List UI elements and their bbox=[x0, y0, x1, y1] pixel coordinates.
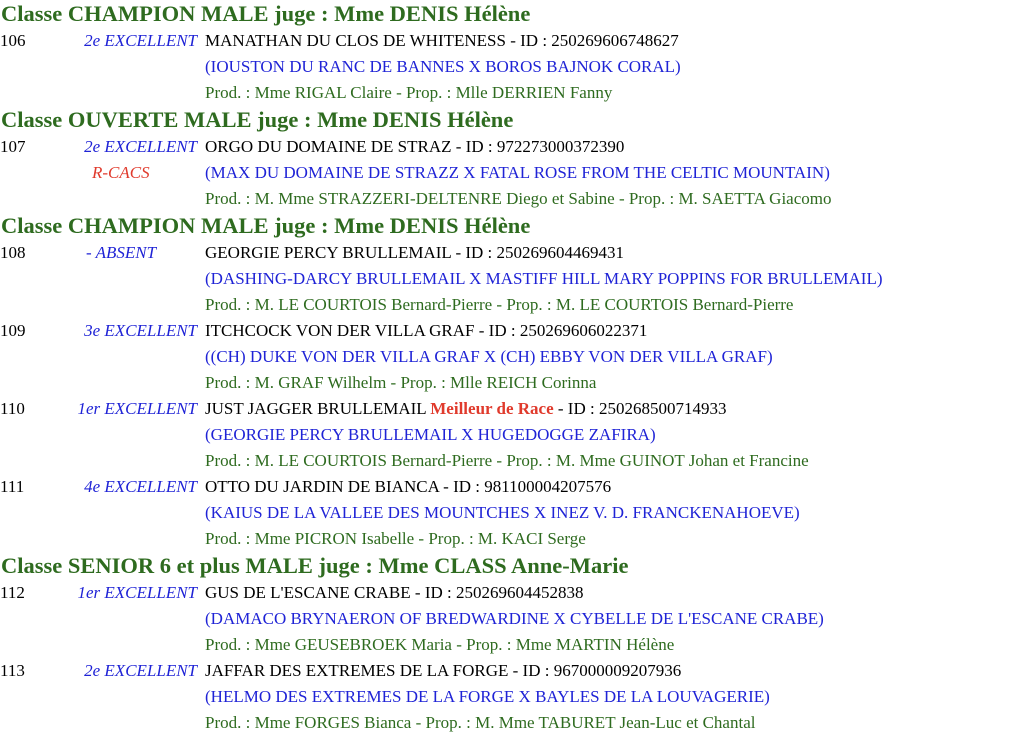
dog-line bbox=[205, 396, 726, 422]
dog-id: - ID : 250269606022371 bbox=[474, 321, 648, 340]
entry-row bbox=[0, 318, 1026, 396]
pedigree: (IOUSTON DU RANC DE BANNES X BOROS BAJNOK CORAL) bbox=[205, 57, 681, 76]
result-grade: 2e EXCELLENT bbox=[84, 137, 197, 156]
class-title: Classe SENIOR 6 et plus MALE juge : Mme CLASS Anne-Marie bbox=[1, 553, 629, 578]
pedigree: (DASHING-DARCY BRULLEMAIL X MASTIFF HILL MARY POPPINS FOR BRULLEMAIL) bbox=[205, 269, 883, 288]
breeder-owner: Prod. : M. LE COURTOIS Bernard-Pierre - Prop. : M. LE COURTOIS Bernard-Pierre bbox=[205, 295, 794, 314]
pedigree: (KAIUS DE LA VALLEE DES MOUNTCHES X INEZ V. D. FRANCKENAHOEVE) bbox=[205, 503, 800, 522]
breeder-owner: Prod. : Mme PICRON Isabelle - Prop. : M. KACI Serge bbox=[205, 529, 586, 548]
catalog-number: 111 bbox=[0, 477, 25, 496]
entry-row bbox=[0, 240, 1026, 318]
dog-name: JUST JAGGER BRULLEMAIL bbox=[205, 399, 427, 418]
result-grade: 2e EXCELLENT bbox=[84, 661, 197, 680]
dog-id: - ID : 250269606748627 bbox=[505, 31, 679, 50]
entry-row bbox=[0, 658, 1026, 736]
dog-name: MANATHAN DU CLOS DE WHITENESS bbox=[205, 31, 506, 50]
class-title: Classe OUVERTE MALE juge : Mme DENIS Hélène bbox=[1, 107, 514, 132]
dog-id: - ID : 972273000372390 bbox=[451, 137, 625, 156]
pedigree: (HELMO DES EXTREMES DE LA FORGE X BAYLES DE LA LOUVAGERIE) bbox=[205, 687, 770, 706]
best-of-breed-award: Meilleur de Race bbox=[430, 399, 554, 418]
entry-row bbox=[0, 396, 1026, 474]
dog-name: JAFFAR DES EXTREMES DE LA FORGE bbox=[205, 661, 509, 680]
entry-row bbox=[0, 28, 1026, 106]
dog-name: GUS DE L'ESCANE CRABE bbox=[205, 583, 411, 602]
entry-row bbox=[0, 580, 1026, 658]
catalog-number: 112 bbox=[0, 583, 25, 602]
dog-line bbox=[205, 134, 624, 160]
pedigree: (MAX DU DOMAINE DE STRAZZ X FATAL ROSE FROM THE CELTIC MOUNTAIN) bbox=[205, 163, 830, 182]
entry-row bbox=[0, 134, 1026, 212]
dog-id: - ID : 250269604469431 bbox=[451, 243, 625, 262]
dog-line bbox=[205, 318, 647, 344]
result-grade: 4e EXCELLENT bbox=[84, 477, 197, 496]
catalog-number: 108 bbox=[0, 243, 26, 262]
breeder-owner: Prod. : Mme RIGAL Claire - Prop. : Mlle DERRIEN Fanny bbox=[205, 83, 613, 102]
breeder-owner: Prod. : Mme GEUSEBROEK Maria - Prop. : Mme MARTIN Hélène bbox=[205, 635, 675, 654]
catalog-number: 110 bbox=[0, 399, 25, 418]
result-grade: 2e EXCELLENT bbox=[84, 31, 197, 50]
result-grade: 1er EXCELLENT bbox=[77, 399, 197, 418]
class-title: Classe CHAMPION MALE juge : Mme DENIS Hélène bbox=[1, 1, 531, 26]
dog-name: ORGO DU DOMAINE DE STRAZ bbox=[205, 137, 452, 156]
pedigree: ((CH) DUKE VON DER VILLA GRAF X (CH) EBBY VON DER VILLA GRAF) bbox=[205, 347, 773, 366]
dog-name: ITCHCOCK VON DER VILLA GRAF bbox=[205, 321, 475, 340]
entry-row bbox=[0, 474, 1026, 552]
breeder-owner: Prod. : M. LE COURTOIS Bernard-Pierre - Prop. : M. Mme GUINOT Johan et Francine bbox=[205, 451, 809, 470]
catalog-number: 106 bbox=[0, 31, 26, 50]
pedigree: (DAMACO BRYNAERON OF BREDWARDINE X CYBELLE DE L'ESCANE CRABE) bbox=[205, 609, 824, 628]
dog-line bbox=[205, 580, 584, 606]
dog-id: - ID : 250268500714933 bbox=[553, 399, 727, 418]
breeder-owner: Prod. : M. GRAF Wilhelm - Prop. : Mlle REICH Corinna bbox=[205, 373, 597, 392]
result-grade: - ABSENT bbox=[86, 243, 157, 262]
award-badge: R-CACS bbox=[92, 163, 150, 182]
dog-id: - ID : 250269604452838 bbox=[410, 583, 584, 602]
catalog-number: 113 bbox=[0, 661, 25, 680]
catalog-number: 109 bbox=[0, 321, 26, 340]
result-grade: 1er EXCELLENT bbox=[77, 583, 197, 602]
result-grade: 3e EXCELLENT bbox=[84, 321, 197, 340]
dog-line bbox=[205, 28, 679, 54]
dog-id: - ID : 981100004207576 bbox=[438, 477, 612, 496]
dog-name: GEORGIE PERCY BRULLEMAIL bbox=[205, 243, 452, 262]
dog-name: OTTO DU JARDIN DE BIANCA bbox=[205, 477, 439, 496]
breeder-owner: Prod. : Mme FORGES Bianca - Prop. : M. Mme TABURET Jean-Luc et Chantal bbox=[205, 713, 756, 732]
dog-id: - ID : 967000009207936 bbox=[508, 661, 682, 680]
dog-line bbox=[205, 474, 611, 500]
catalog-number: 107 bbox=[0, 137, 26, 156]
dog-line bbox=[205, 240, 624, 266]
dog-line bbox=[205, 658, 681, 684]
class-title: Classe CHAMPION MALE juge : Mme DENIS Hélène bbox=[1, 213, 531, 238]
breeder-owner: Prod. : M. Mme STRAZZERI-DELTENRE Diego et Sabine - Prop. : M. SAETTA Giacomo bbox=[205, 189, 832, 208]
pedigree: (GEORGIE PERCY BRULLEMAIL X HUGEDOGGE ZAFIRA) bbox=[205, 425, 656, 444]
